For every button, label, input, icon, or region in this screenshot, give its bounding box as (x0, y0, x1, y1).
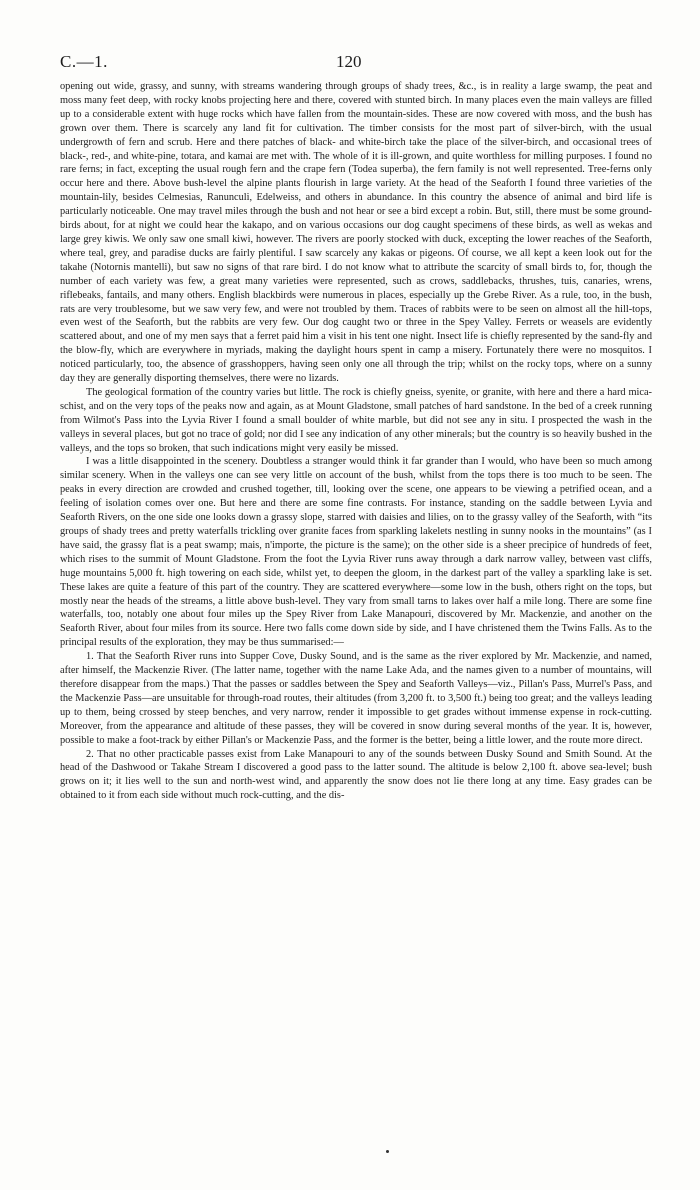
document-reference: C.—1. (60, 52, 108, 71)
paragraph-5: 2. That no other practicable passes exist from Lake Manapouri to any of the sounds between Dusky Sound and Smith Sound. At the head of the Dashwood or Takahe Stream I discovered a good pass to the latter sound. The altitude is below 2,100 ft. above sea-level; bush grows on it; it lies well to the sun and north-west wind, and apparently the snow does not lie there long at any time. Easy grades can be obtained to it from each side without much rock-cutting, and the dis- (60, 748, 652, 802)
paragraph-2: The geological formation of the country varies but little. The rock is chiefly gneiss, syenite, or granite, with here and there a hard mica-schist, and on the very tops of the peaks now and again, as at Mount Gladstone, small patches of hard sandstone. In the bed of a creek running from Wilmot's Pass into the Lyvia River I found a small boulder of white marble, but did not see any in situ. I prospected the wash in the valleys in several places, but got no trace of gold; nor did I see any indication of any other minerals; but the country is so heavily bushed in the valleys, and the tops so broken, that such indications might very easily be missed. (60, 386, 652, 454)
paragraph-4: 1. That the Seaforth River runs into Supper Cove, Dusky Sound, and is the same as the river explored by Mr. Mackenzie, and named, after himself, the Mackenzie River. (The latter name, together with the name Lake Ada, and the names given to a number of mountains, will therefore disappear from the maps.) That the passes or saddles between the Spey and Seaforth Valleys—viz., Pillan's Pass, Murrel's Pass, and the Mackenzie Pass—are unsuitable for through-road routes, their altitudes (from 3,200 ft. to 3,500 ft.) being too great; and the valleys leading up to them, being crossed by steep benches, and very narrow, render it impossible to get grades without immense expense in rock-cutting. Moreover, from the appearance and altitude of these passes, they will be covered in snow during several months of the year. It is, however, possible to make a foot-track by either Pillan's or Mackenzie Pass, and the former is the better, being a little lower, and the route more direct. (60, 651, 652, 746)
paragraph-1: opening out wide, grassy, and sunny, with streams wandering through groups of shady trees, &c., is in reality a large swamp, the peat and moss many feet deep, with rocky knobs projecting here and there, covered with stunted birch. In many places even the main valleys are filled up to a considerable extent with huge rocks which have fallen from the mountain-sides. These are now covered with moss, and the bush has grown over them. There is scarcely any land fit for cultivation. The timber consists for the most part of silver-birch, with the usual undergrowth of fern and scrub. Here and there patches of black- and white-birch take the place of the silver-birch, and occasional trees of black-, red-, and white-pine, totara, and kamai are met with. The whole of it is ill-grown, and quite worthless for milling purposes. I found no rare ferns; in fact, excepting the usual rough fern and the crape fern (Todea superba), the fern family is not well represented. Tree-ferns only occur here and there. Above bush-level the alpine plants flourish in large variety. At the head of the Seaforth I found three varieties of the mountain-lily, besides Celmesias, Ranunculi, Edelweiss, and others in abundance. In this country the absence of animal and bird life is particularly noticeable. One may travel miles through the bush and not hear or see a bird except a robin. But, still, there must be some ground-birds about, for at night we could hear the kakapo, and on various occasions our dog caught specimens of these birds, as well as wekas and large grey kiwis. We only saw one small kiwi, however. The rivers are poorly stocked with duck, excepting the lower reaches of the Seaforth, where teal, grey, and paradise ducks are fairly plentiful. I saw scarcely any kakas or pigeons. Of course, we all kept a keen look out for the takahe (Notornis mantelli), but saw no signs of that rare bird. I do not know what to attribute the scarcity of small birds to, for, though the number of each variety was few, a great many varieties were represented, such as crows, saddlebacks, thrushes, tuis, canaries, wrens, riflebeaks, fantails, and many others. English blackbirds were numerous in places, especially up the Grebe River. As a rule, too, in the bush, rats are very troublesome, but we saw very few, and were not troubled by them. Traces of rabbits were to be seen on almost all the hill-tops, even west of the Seaforth, but the rabbits are very few. Our dog caught two or three in the Spey Valley. Ferrets or weasels are evidently scattered about, and one of my men says that a ferret paid him a visit in his tent one night. Insect life is chiefly represented by the sand-fly and the blow-fly, which are everywhere in myriads, making the daylight hours spent in camp a misery. Fortunately there were no mosquitos. I noticed particularly, too, the absence of grasshoppers, having seen only one all through the trip; whilst on the rocky tops, where on a sunny day they are generally disporting themselves, there were no lizards. (60, 81, 652, 385)
ink-dot-mark (386, 1150, 389, 1153)
paragraph-3: I was a little disappointed in the scenery. Doubtless a stranger would think it far grander than I would, who have been so much among similar scenery. When in the valleys one can see very little on account of the bush, whilst from the tops there is too much to be seen. The peaks in every direction are crowded and crushed together, till, looking over the scene, one appears to be viewing a petrified ocean, and a feeling of isolation comes over one. But here and there are some fine contrasts. For instance, standing on the saddle between Lyvia and Seaforth Rivers, on the one side one looks down a grassy slope, starred with daisies and lilies, on to the grassy valley of the Seaforth, with “its groups of shady trees and pretty waterfalls trickling over granite faces from sparkling lakelets nestling in sunny nooks in the mountains” (as I have said, the grassy flat is a peat swamp; mais, n'importe, the picture is the same); on the other side is a sheer precipice of hundreds of feet, which rises to the summit of Mount Gladstone. From the foot the Lyvia River runs away through a dark narrow valley, between vast cliffs, huge mountains 5,000 ft. high towering on each side, whilst yet, to deepen the gloom, in the darkest part of the valley a sparkling lake is set. These lakes are quite a feature of this part of the country. They are scattered everywhere—some low in the bush, others right on the tops, but mostly near the heads of the streams, a little above bush-level. They vary from small tarns to lakes over half a mile long. There are some fine waterfalls, too, notably one about four miles up the Spey River from Lake Manapouri, discovered by Mr. Mackenzie, and another on the Seaforth River, about four miles from its source. Here two falls come down side by side, and I have christened them the Twins Falls. As to the principal results of the exploration, they may be thus summarised:— (60, 456, 652, 649)
page-number: 120 (336, 52, 362, 71)
body-text (60, 80, 652, 803)
